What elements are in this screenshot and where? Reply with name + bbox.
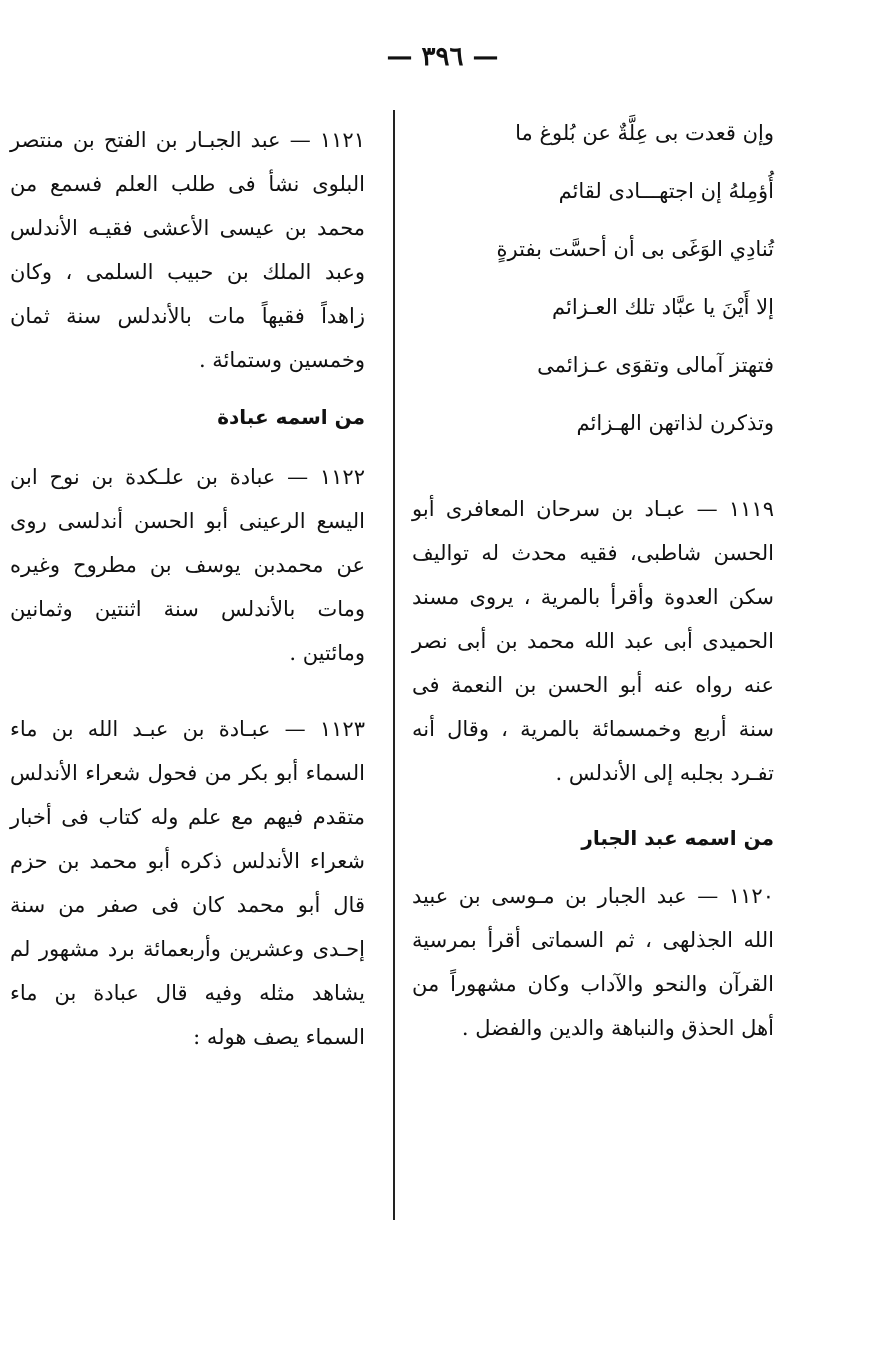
- verse-line: وإن قعدت بى عِلَّةٌ عن بُلوغ ما: [515, 121, 774, 145]
- column-divider: [393, 110, 395, 1220]
- entry-1119: ١١١٩ — عبـاد بن سرحان المعافرى أبو الحسن شاطبى، فقيه محدث له تواليف سكن العدوة وأقرأ بالمرية ، يروى مسند الحميدى أبى عبد الله محمد بن أبى نصر عنه رواه عنه أبو الحسن بن النعمة فى سنة أربع وخمسمائة بالمرية ، وقال أنه تفـرد بجلبه إلى الأندلس .: [412, 497, 774, 785]
- entry-1122: ١١٢٢ — عبادة بن علـكدة بن نوح ابن اليسع الرعينى أبو الحسن أندلسى روى عن محمدبن يوسف بن مطروح وغيره ومات بالأندلس سنة اثنتين وثمانين ومائتين .: [10, 465, 365, 665]
- left-column: [10, 118, 365, 1059]
- verse-line: تُنادِي الوَغَى بى أن أحسَّت بفترةٍ: [496, 237, 774, 261]
- entry-1120: ١١٢٠ — عبد الجبار بن مـوسى بن عبيد الله الجذلهى ، ثم السماتى أقرأ بمرسية القرآن والنحو والآداب وكان مشهوراً من أهل الحذق والنباهة والدين والفضل .: [412, 884, 774, 1040]
- verse-line: إلا أَيْنَ يا عبَّاد تلك العـزائم: [552, 295, 774, 319]
- verse-line: أُؤمِلهُ إن اجتهـــادى لقائم: [558, 179, 774, 203]
- entry-1121: ١١٢١ — عبد الجبـار بن الفتح بن منتصر البلوى نشأ فى طلب العلم فسمع من محمد بن عيسى الأعشى فقيـه الأندلس وعبد الملك بن حبيب السلمى ، وكان زاهداً فقيهاً مات بالأندلس سنة ثمان وخمسين وستمائة .: [10, 128, 365, 372]
- right-column: [412, 118, 774, 1050]
- verse-line: وتذكرن لذاتهن الهـزائم: [576, 411, 774, 435]
- entry-1123: ١١٢٣ — عبـادة بن عبـد الله بن ماء السماء أبو بكر من فحول شعراء الأندلس متقدم فيهم مع علم وله كتاب فى أخبار شعراء الأندلس ذكره أبو محمد بن حزم قال أبو محمد كان فى صفر من سنة إحـدى وعشرين وأربعمائة برد مشهور لم يشاهد مثله وفيه قال عبادة بن ماء السماء يصف هوله :: [10, 717, 365, 1049]
- page-number: — ٣٩٦ —: [386, 42, 499, 72]
- verse-line: فتهتز آمالى وتقوَى عـزائمى: [537, 353, 774, 377]
- section-heading: من اسمه عبد الجبار: [581, 826, 774, 850]
- section-heading: من اسمه عبادة: [217, 405, 365, 429]
